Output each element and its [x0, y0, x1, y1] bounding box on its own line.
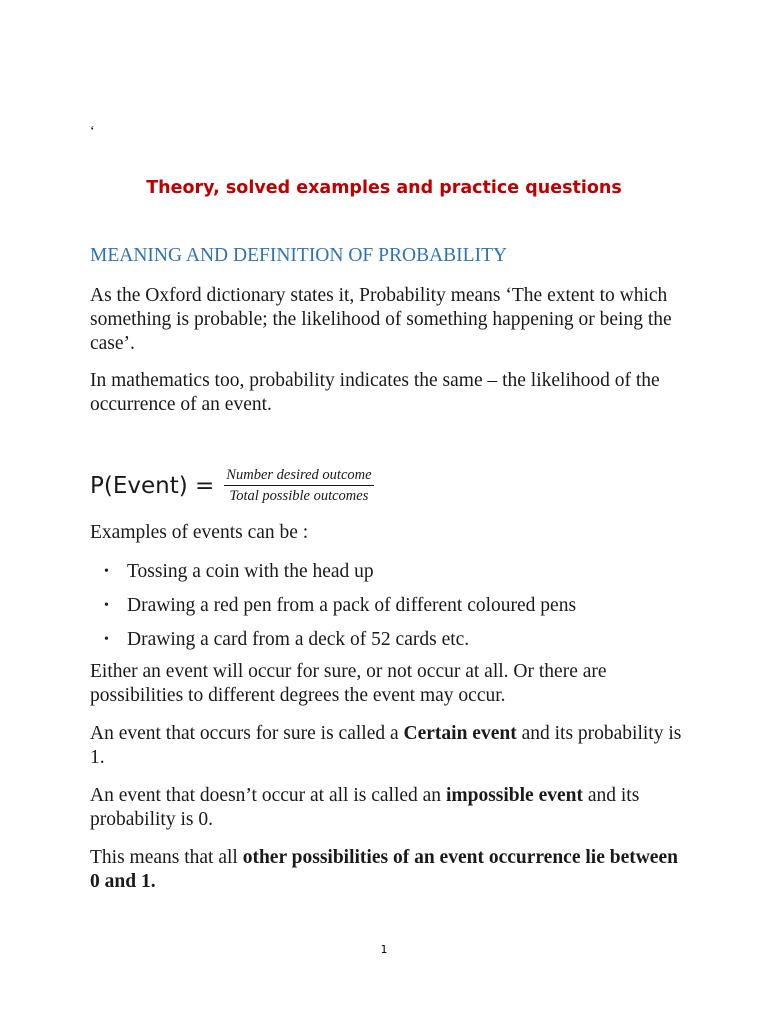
- bullet-icon: •: [104, 598, 109, 613]
- list-item: [90, 560, 690, 594]
- formula-numerator: Number desired outcome: [226, 467, 372, 483]
- bold-probability-range: other possibilities of an event occurrence lie between 0 and 1.: [90, 847, 678, 892]
- fraction-bar: [224, 485, 373, 486]
- list-item-text: Drawing a card from a deck of 52 cards etc.: [127, 629, 470, 650]
- formula-fraction: [224, 466, 373, 505]
- paragraph-event-occurrence: Either an event will occur for sure, or not occur at all. Or there are possibilities to different degrees the event may occur.: [90, 661, 607, 706]
- bold-term-impossible-event: impossible event: [445, 785, 583, 806]
- section-heading: MEANING AND DEFINITION OF PROBABILITY: [90, 245, 508, 266]
- text-run: This means that all: [90, 847, 243, 868]
- list-item: [90, 628, 690, 662]
- bullet-icon: •: [104, 632, 109, 647]
- text-run: An event that occurs for sure is called a: [90, 723, 404, 744]
- probability-formula: [90, 466, 374, 505]
- examples-list: [90, 560, 690, 662]
- list-item-text: Drawing a red pen from a pack of different coloured pens: [127, 595, 577, 616]
- formula-denominator: Total possible outcomes: [229, 488, 369, 504]
- paragraph-impossible-event: [90, 784, 690, 832]
- page-number: 1: [380, 943, 388, 956]
- list-item: [90, 594, 690, 628]
- paragraph-math-definition: In mathematics too, probability indicates the same – the likelihood of the occurrence of an event.: [90, 370, 660, 415]
- list-item-text: Tossing a coin with the head up: [127, 561, 374, 582]
- paragraph-probability-range: [90, 846, 690, 894]
- bullet-icon: •: [104, 564, 109, 579]
- paragraph-certain-event: [90, 722, 690, 770]
- stray-mark: ‘: [90, 124, 95, 139]
- document-title: Theory, solved examples and practice questions: [146, 178, 622, 198]
- formula-lhs: P(Event) =: [90, 472, 215, 499]
- text-run: and its probability is 1.: [90, 723, 682, 768]
- text-run: An event that doesn’t occur at all is called an: [90, 785, 446, 806]
- text-run: and its probability is 0.: [90, 785, 640, 830]
- bold-term-certain-event: Certain event: [403, 723, 517, 744]
- examples-intro: Examples of events can be :: [90, 522, 309, 543]
- paragraph-oxford-definition: As the Oxford dictionary states it, Probability means ‘The extent to which something is probable; the likelihood of something happening or being the case’.: [90, 285, 672, 354]
